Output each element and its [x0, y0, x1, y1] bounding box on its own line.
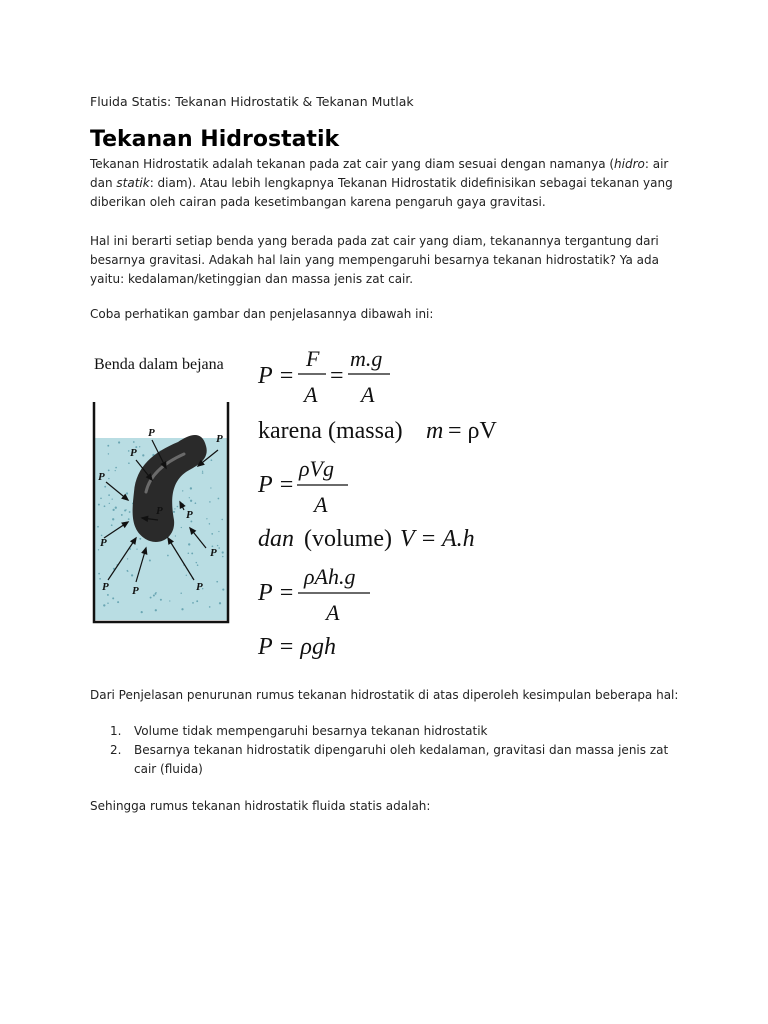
p1-statik: statik: [116, 176, 150, 190]
water-dot: [209, 523, 210, 524]
water-dot: [160, 599, 162, 601]
water-dot: [216, 581, 218, 583]
water-dot: [115, 467, 117, 469]
water-dot: [202, 471, 203, 472]
water-dot: [150, 597, 152, 599]
water-dot: [129, 511, 131, 513]
water-dot: [211, 459, 213, 461]
conclusion-list: [110, 722, 670, 779]
pressure-label: P: [98, 471, 105, 483]
water-dot: [126, 492, 128, 494]
list-item-number: 1.: [110, 724, 122, 738]
water-dot: [177, 506, 179, 508]
pressure-label: P: [186, 509, 193, 521]
water-dot: [190, 500, 192, 502]
water-dot: [108, 478, 109, 479]
water-dot: [149, 560, 151, 562]
water-dot: [218, 531, 219, 532]
water-dot: [107, 594, 109, 596]
f4-a: dan: [258, 526, 294, 552]
f2-a: karena (massa): [258, 418, 403, 444]
paragraph-see-figure: Coba perhatikan gambar dan penjelasannya dibawah ini:: [90, 307, 434, 321]
formula-rho-v-g: [257, 456, 348, 517]
figure-caption: Benda dalam bejana: [94, 356, 224, 373]
hydrostatic-figure: [86, 342, 506, 662]
list-item-text: Besarnya tekanan hidrostatik dipengaruhi oleh kedalaman, gravitasi dan massa jenis zat cair (fluida): [134, 743, 669, 776]
water-dot: [109, 503, 110, 504]
water-dot: [153, 594, 155, 596]
water-dot: [98, 573, 100, 575]
water-dot: [218, 547, 220, 549]
water-dot: [115, 507, 117, 509]
paragraph-formula-intro: Sehingga rumus tekanan hidrostatik fluida statis adalah:: [90, 799, 431, 813]
f4-c: V = A.h: [400, 526, 475, 552]
p1-text-b: : air dan: [90, 157, 669, 190]
list-item: [110, 722, 670, 741]
water-dot: [98, 504, 100, 506]
water-dot: [222, 556, 223, 557]
water-dot: [117, 601, 119, 603]
f5-num: ρAh.g: [304, 564, 356, 589]
pressure-label: P: [132, 585, 139, 597]
water-dot: [209, 606, 211, 608]
water-dot: [108, 494, 110, 496]
water-dot: [142, 454, 144, 456]
water-dot: [99, 578, 101, 580]
water-dot: [107, 445, 109, 447]
f5-den: A: [326, 600, 340, 625]
water-dot: [167, 555, 169, 557]
pressure-label: P: [102, 581, 109, 593]
water-dot: [112, 498, 113, 499]
water-dot: [103, 604, 105, 606]
formula-rho-a-h-g: [257, 564, 370, 625]
water-dot: [181, 608, 183, 610]
f1-den2: A: [361, 382, 375, 407]
water-dot: [197, 564, 199, 566]
water-dot: [222, 589, 224, 591]
water-dot: [104, 486, 106, 488]
water-dot: [111, 524, 113, 526]
water-dot: [218, 498, 220, 500]
water-dot: [180, 593, 181, 594]
water-dot: [195, 502, 197, 504]
water-dot: [222, 551, 224, 553]
f3-num: ρVg: [299, 456, 334, 481]
pressure-label: P: [100, 537, 107, 549]
water-dot: [221, 519, 222, 520]
p1-text-c: : diam). Atau lebih lengkapnya Tekanan Hidrostatik didefinisikan sebagai tekanan yang diberikan oleh cairan pada kesetimbangan karena pengaruh gaya gravitasi.: [90, 176, 673, 209]
water-dot: [121, 514, 123, 516]
water-dot: [108, 470, 110, 472]
water-dot: [108, 453, 109, 454]
water-dot: [100, 497, 102, 499]
water-dot: [175, 535, 176, 536]
water-dot: [173, 511, 175, 513]
pressure-label: P: [156, 505, 163, 517]
water-dot: [190, 487, 192, 489]
document-title: Fluida Statis: Tekanan Hidrostatik & Tekanan Mutlak: [90, 94, 414, 109]
p1-hidro: hidro: [614, 157, 645, 171]
water-dot: [127, 570, 129, 572]
list-item-text: Volume tidak mempengaruhi besarnya tekanan hidrostatik: [134, 724, 488, 738]
water-dot: [182, 490, 183, 491]
formula-pressure-force-area: [257, 346, 390, 407]
water-dot: [219, 602, 221, 604]
formula-mass: [258, 418, 498, 444]
pressure-label: P: [196, 581, 203, 593]
f1-num2: m.g: [350, 346, 383, 371]
water-dot: [101, 535, 103, 537]
water-dot: [181, 527, 182, 528]
pressure-label: P: [216, 433, 223, 445]
water-dot: [136, 548, 137, 549]
paragraph-explanation: Hal ini berarti setiap benda yang berada pada zat cair yang diam, tekanannya tergantung dari besarnya gravitasi. Adakah hal lain yang mempengaruhi besarnya tekanan hidrostatik? Ya ada yaitu: kedalaman/ketinggian dan massa jenis zat cair.: [90, 234, 659, 286]
water-dot: [131, 574, 133, 576]
f3-den: A: [314, 492, 328, 517]
water-dot: [107, 602, 108, 603]
water-dot: [188, 552, 190, 554]
f1-eq: =: [330, 363, 344, 389]
water-dot: [128, 518, 130, 520]
water-dot: [98, 549, 99, 550]
f4-b: (volume): [304, 526, 392, 552]
p1-text-a: Tekanan Hidrostatik adalah tekanan pada zat cair yang diam sesuai dengan namanya (: [90, 157, 615, 171]
water-dot: [155, 592, 156, 593]
water-dot: [139, 446, 140, 447]
water-dot: [174, 508, 175, 509]
formula-rho-g-h: P = ρgh: [258, 634, 336, 660]
water-dot: [155, 609, 157, 611]
water-dot: [113, 509, 115, 511]
f1-lhs: P =: [258, 363, 295, 389]
water-dot: [206, 518, 207, 519]
water-dot: [209, 501, 211, 503]
water-dot: [186, 575, 187, 576]
pressure-label: P: [210, 547, 217, 559]
water-dot: [112, 597, 114, 599]
f2-c: = ρV: [448, 418, 497, 444]
water-dot: [104, 505, 106, 507]
f2-b: m: [426, 418, 444, 444]
paragraph-definition: [90, 155, 690, 212]
water-dot: [211, 533, 213, 535]
f5-lhs: P =: [258, 580, 295, 606]
water-dot: [189, 497, 190, 498]
pressure-label: P: [148, 427, 155, 439]
water-dot: [217, 545, 218, 546]
water-dot: [125, 509, 126, 510]
formula-volume: [258, 526, 475, 552]
pressure-label: P: [130, 447, 137, 459]
water-dot: [127, 558, 128, 559]
water-dot: [112, 518, 114, 520]
water-dot: [133, 441, 135, 443]
water-dot: [196, 600, 198, 602]
f1-num1: F: [306, 346, 320, 371]
list-item-number: 2.: [110, 743, 122, 757]
water-dot: [128, 462, 130, 464]
f3-lhs: P =: [258, 472, 295, 498]
water-dot: [202, 472, 204, 474]
water-dot: [192, 602, 194, 604]
paragraph-conclusion: Dari Penjelasan penurunan rumus tekanan hidrostatik di atas diperoleh kesimpulan beberapa hal:: [90, 688, 679, 702]
f1-den1: A: [304, 382, 318, 407]
water-dot: [141, 611, 143, 613]
water-dot: [118, 441, 120, 443]
water-dot: [139, 538, 141, 540]
section-heading: Tekanan Hidrostatik: [90, 127, 340, 152]
water-dot: [169, 600, 170, 601]
water-dot: [97, 526, 99, 528]
water-dot: [191, 552, 193, 554]
water-dot: [196, 562, 197, 563]
water-dot: [115, 470, 116, 471]
water-dot: [188, 543, 190, 545]
list-item: [110, 741, 670, 779]
water-dot: [210, 487, 211, 488]
